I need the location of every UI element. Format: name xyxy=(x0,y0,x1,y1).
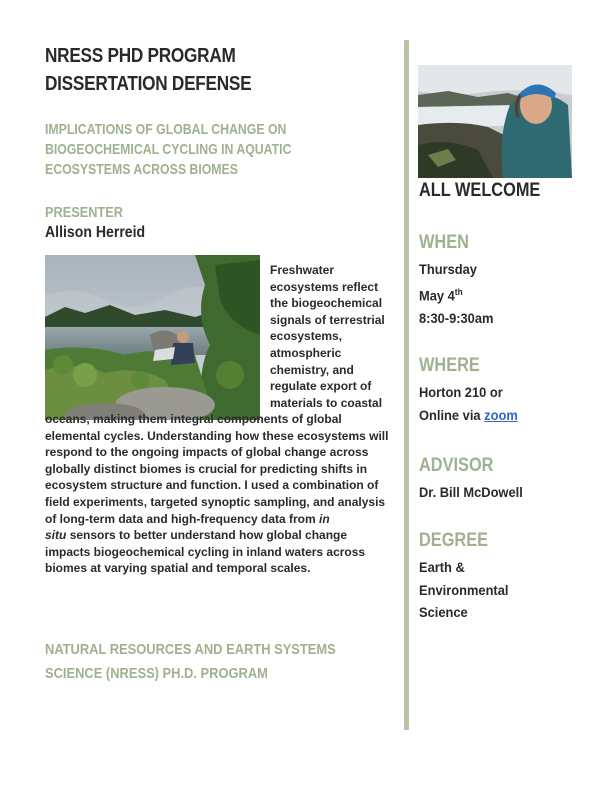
degree-line: Environmental xyxy=(419,581,509,598)
advisor-name: Dr. Bill McDowell xyxy=(419,484,523,500)
abstract-line: elemental cycles. Understanding how these ecosystems will xyxy=(45,428,389,443)
program-name xyxy=(45,638,406,686)
abstract-text: of long-term data and high-frequency data from xyxy=(45,511,316,526)
where-label: WHERE xyxy=(419,355,480,376)
zoom-link[interactable]: zoom xyxy=(484,406,518,423)
abstract-line: atmospheric xyxy=(270,345,342,360)
when-date-text: May 4 xyxy=(419,287,455,304)
abstract-line: Freshwater xyxy=(270,263,335,277)
degree-details xyxy=(419,556,566,624)
abstract-line: ecosystems reflect xyxy=(270,279,379,294)
abstract-text: sensors to better understand how global change xyxy=(69,528,348,543)
abstract-italic: situ xyxy=(45,528,67,543)
degree-label: DEGREE xyxy=(419,530,489,551)
presenter-label: PRESENTER xyxy=(45,204,123,221)
all-welcome-heading: ALL WELCOME xyxy=(419,180,541,201)
title-line: DISSERTATION DEFENSE xyxy=(45,73,252,95)
abstract-full-width xyxy=(45,411,400,577)
dissertation-title xyxy=(45,120,389,180)
subtitle-line: ECOSYSTEMS ACROSS BIOMES xyxy=(45,161,238,178)
abstract-line: respond to the ongoing impacts of global change across xyxy=(45,445,369,460)
when-details xyxy=(419,258,566,329)
abstract-line: signals of terrestrial xyxy=(270,312,385,327)
vertical-divider xyxy=(404,40,409,730)
advisor-label: ADVISOR xyxy=(419,455,494,476)
field-photo-lake xyxy=(45,255,260,420)
abstract-line xyxy=(45,527,400,544)
abstract-line: field experiments, targeted synoptic sampling, and analysis xyxy=(45,494,386,509)
abstract-line xyxy=(45,511,400,528)
abstract-italic: in xyxy=(319,511,330,526)
abstract-line: globally distinct biomes is crucial for predicting shifts in xyxy=(45,461,368,476)
where-room: Horton 210 or xyxy=(419,384,503,400)
title-line: NRESS PHD PROGRAM xyxy=(45,45,236,67)
abstract-line: impacts biogeochemical cycling in inland waters across xyxy=(45,544,366,559)
where-online-text: Online via xyxy=(419,406,485,423)
when-date xyxy=(419,281,566,307)
abstract-line: biomes at varying spatial and temporal scales. xyxy=(45,561,311,576)
degree-line: Science xyxy=(419,604,468,620)
subtitle-line: BIOGEOCHEMICAL CYCLING IN AQUATIC xyxy=(45,141,292,158)
abstract-line: regulate export of xyxy=(270,379,372,394)
where-online xyxy=(419,404,566,427)
program-line: SCIENCE (NRESS) PH.D. PROGRAM xyxy=(45,665,268,682)
presenter-photo xyxy=(418,65,572,178)
page-title xyxy=(45,42,329,98)
degree-line: Earth & xyxy=(419,559,465,575)
subtitle-line: IMPLICATIONS OF GLOBAL CHANGE ON xyxy=(45,121,287,138)
abstract-line: oceans, making them integral components of global xyxy=(45,412,342,426)
abstract-line: materials to coastal xyxy=(270,395,383,410)
when-time: 8:30-9:30am xyxy=(419,309,494,326)
abstract-line: ecosystem structure and function. I used a combination of xyxy=(45,478,379,493)
abstract-line: chemistry, and xyxy=(270,362,354,377)
where-details xyxy=(419,381,566,426)
abstract-wrap-column xyxy=(270,262,395,411)
abstract-line: the biogeochemical xyxy=(270,296,383,311)
when-label: WHEN xyxy=(419,232,469,253)
abstract-line: ecosystems, xyxy=(270,329,343,344)
when-day: Thursday xyxy=(419,261,477,277)
program-line: NATURAL RESOURCES AND EARTH SYSTEMS xyxy=(45,641,336,658)
when-date-suffix: th xyxy=(454,286,463,297)
presenter-name: Allison Herreid xyxy=(45,224,146,241)
